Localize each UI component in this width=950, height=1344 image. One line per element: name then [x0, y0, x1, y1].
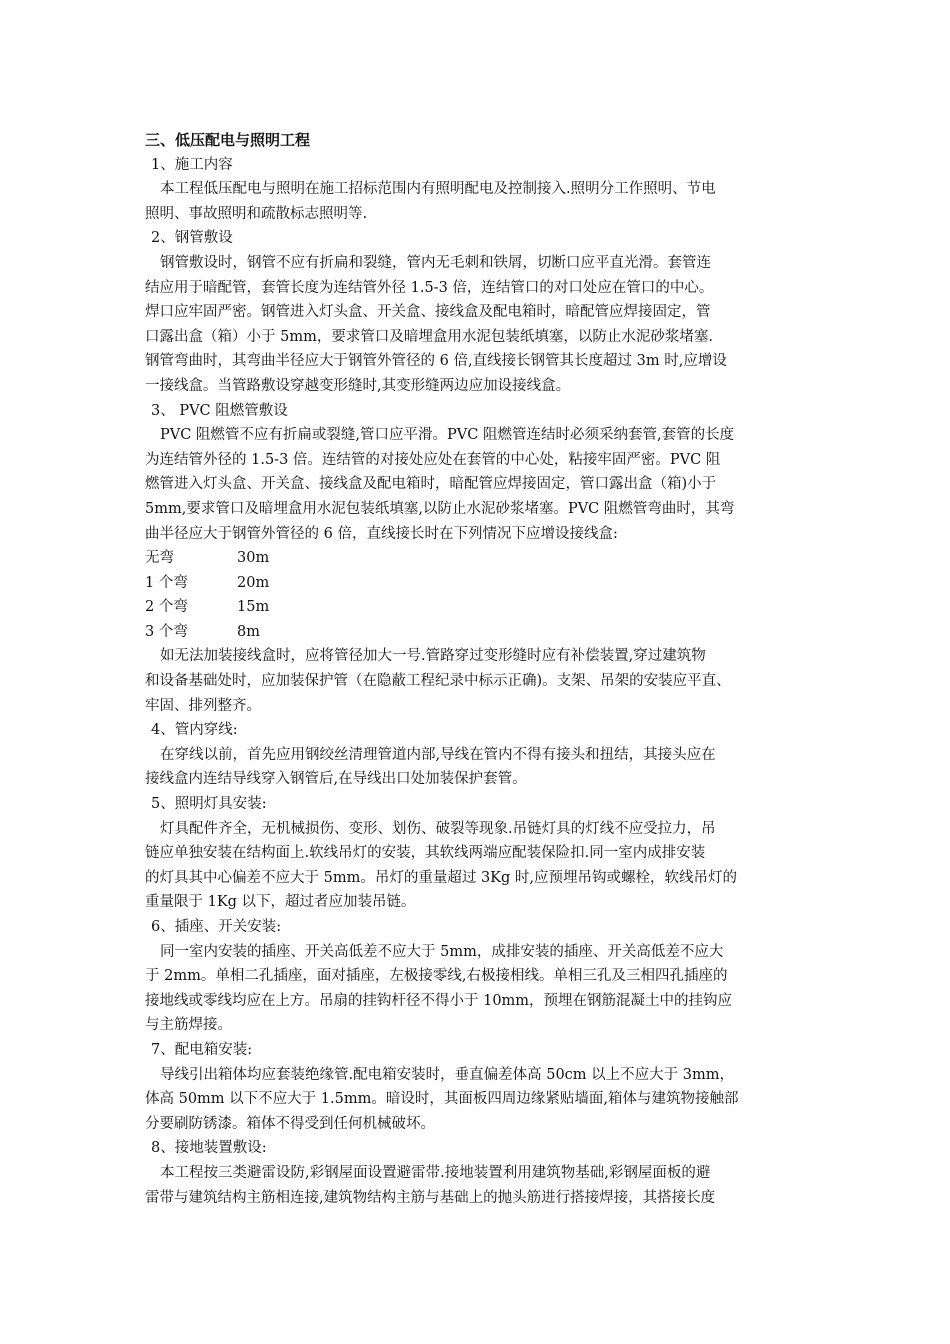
- text-line: 如无法加装接线盒时，应将管径加大一号.管路穿过变形缝时应有补偿装置,穿过建筑物: [160, 648, 706, 665]
- text-line: 为连结管外径的 1.5-3 倍。连结管的对接处应处在套管的中心处，粘接牢固严密。PVC 阻: [145, 451, 721, 468]
- text-line: 焊口应牢固严密。钢管进入灯头盒、开关盒、接线盒及配电箱时，暗配管应焊接固定，管: [145, 304, 711, 321]
- text-line: 钢管敷设时，钢管不应有折扁和裂缝，管内无毛刺和铁屑，切断口应平直光滑。套管连: [160, 254, 711, 271]
- text-line: 的灯具其中心偏差不应大于 5mm。吊灯的重量超过 3Kg 时,应预埋吊钩或螺栓，软线吊灯的: [145, 869, 737, 886]
- text-line: 本工程低压配电与照明在施工招标范围内有照明配电及控制接入.照明分工作照明、节电: [160, 181, 716, 198]
- text-line: 在穿线以前，首先应用钢绞丝清理管道内部,导线在管内不得有接头和扭结，其接头应在: [160, 746, 716, 763]
- max-length: 20m: [237, 574, 270, 591]
- text-line: 体高 50mm 以下不应大于 1.5mm。暗设时，其面板四周边缘紧贴墙面,箱体与建筑物接触部: [145, 1091, 739, 1108]
- table-row: [145, 595, 810, 620]
- text-line: 一接线盒。当管路敷设穿越变形缝时,其变形缝两边应加设接线盒。: [145, 377, 571, 394]
- text-line: 燃管进入灯头盒、开关盒、接线盒及配电箱时，暗配管应焊接固定，管口露出盒（箱)小于: [145, 476, 717, 493]
- text-line: 曲半径应大于钢管外管径的 6 倍，直线接长时在下列情况下应增设接线盒:: [145, 525, 618, 542]
- table-row: [145, 571, 810, 596]
- text-line: 同一室内安装的插座、开关高低差不应大于 5mm，成排安装的插座、开关高低差不应大: [160, 943, 724, 960]
- text-line: 接线盒内连结导线穿入钢管后,在导线出口处加装保护套管。: [145, 771, 527, 788]
- bend-count: 1 个弯: [145, 574, 188, 591]
- text-line: 灯具配件齐全，无机械损伤、变形、划伤、破裂等现象.吊链灯具的灯线不应受拉力，吊: [160, 820, 716, 837]
- subsection-heading-8: 8、接地装置敷设:: [151, 1140, 267, 1157]
- paragraph-5: [145, 817, 810, 915]
- subsection-heading-2: 2、钢管敷设: [151, 230, 233, 247]
- bend-length-table: [145, 546, 810, 644]
- text-line: 分要刷防锈漆。箱体不得受到任何机械破坏。: [145, 1115, 435, 1132]
- document-body: [145, 128, 810, 1210]
- subsection-heading-4: 4、管内穿线:: [151, 722, 238, 739]
- paragraph-4: [145, 743, 810, 792]
- subsection-heading-6: 6、插座、开关安装:: [151, 919, 282, 935]
- text-line: 结应用于暗配管，套管长度为连结管外径 1.5-3 倍，连结管口的对口处应在管口的中心。: [145, 279, 714, 296]
- max-length: 8m: [237, 623, 260, 640]
- bend-count: 无弯: [145, 550, 174, 567]
- text-line: PVC 阻燃管不应有折扁或裂缝,管口应平滑。PVC 阻燃管连结时必须采纳套管,套管的长度: [160, 427, 735, 444]
- text-line: 链应单独安装在结构面上.软线吊灯的安装，其软线两端应配装保险扣.同一室内成排安装: [145, 845, 706, 862]
- max-length: 15m: [237, 599, 270, 616]
- section-title: 三、低压配电与照明工程: [145, 131, 311, 149]
- paragraph-1: [145, 177, 810, 226]
- text-line: 本工程按三类避雷设防,彩钢屋面设置避雷带.接地装置利用建筑物基础,彩钢屋面板的避: [160, 1164, 711, 1181]
- text-line: 导线引出箱体均应套装绝缘管.配电箱安装时，垂直偏差体高 50cm 以上不应大于 3mm，: [160, 1066, 734, 1083]
- table-row: [145, 546, 810, 571]
- subsection-heading-5: 5、照明灯具安装:: [151, 796, 267, 813]
- text-line: 和设备基础处时，应加装保护管（在隐蔽工程纪录中标示正确)。支架、吊架的安装应平直、: [145, 673, 731, 690]
- text-line: 重量限于 1Kg 以下，超过者应加装吊链。: [145, 894, 416, 911]
- text-line: 照明、事故照明和疏散标志照明等.: [145, 205, 368, 222]
- text-line: 口露出盒（箱）小于 5mm，要求管口及暗埋盒用水泥包装纸填塞，以防止水泥砂浆堵塞.: [145, 328, 713, 345]
- paragraph-7: [145, 1063, 810, 1137]
- paragraph-6: [145, 940, 810, 1038]
- paragraph-8: [145, 1161, 810, 1210]
- subsection-heading-1: 1、施工内容: [151, 156, 233, 173]
- paragraph-3: [145, 423, 810, 546]
- max-length: 30m: [237, 550, 270, 567]
- subsection-heading-7: 7、配电箱安装:: [151, 1041, 253, 1058]
- bend-count: 2 个弯: [145, 599, 188, 616]
- bend-count: 3 个弯: [145, 623, 188, 640]
- paragraph-2: [145, 251, 810, 399]
- text-line: 雷带与建筑结构主筋相连接,建筑物结构主筋与基础上的抛头筋进行搭接焊接，其搭接长度: [145, 1189, 716, 1206]
- text-line: 与主筋焊接。: [145, 1017, 232, 1034]
- text-line: 于 2mm。单相二孔插座，面对插座，左极接零线,右极接相线。单相三孔及三相四孔插座的: [145, 968, 728, 985]
- text-line: 牢固、排列整齐。: [145, 697, 261, 714]
- table-row: [145, 620, 810, 645]
- text-line: 钢管弯曲时，其弯曲半径应大于钢管外管径的 6 倍,直线接长钢管其长度超过 3m 时,应增设: [145, 353, 727, 370]
- subsection-heading-3: 3、 PVC 阻燃管敷设: [151, 402, 288, 419]
- paragraph-3b: [145, 644, 810, 718]
- text-line: 接地线或零线均应在上方。吊扇的挂钩杆径不得小于 10mm，预埋在钢筋混凝土中的挂钩应: [145, 992, 733, 1009]
- text-line: 5mm,要求管口及暗埋盒用水泥包装纸填塞,以防止水泥砂浆堵塞。PVC 阻燃管弯曲时，其弯: [145, 500, 735, 517]
